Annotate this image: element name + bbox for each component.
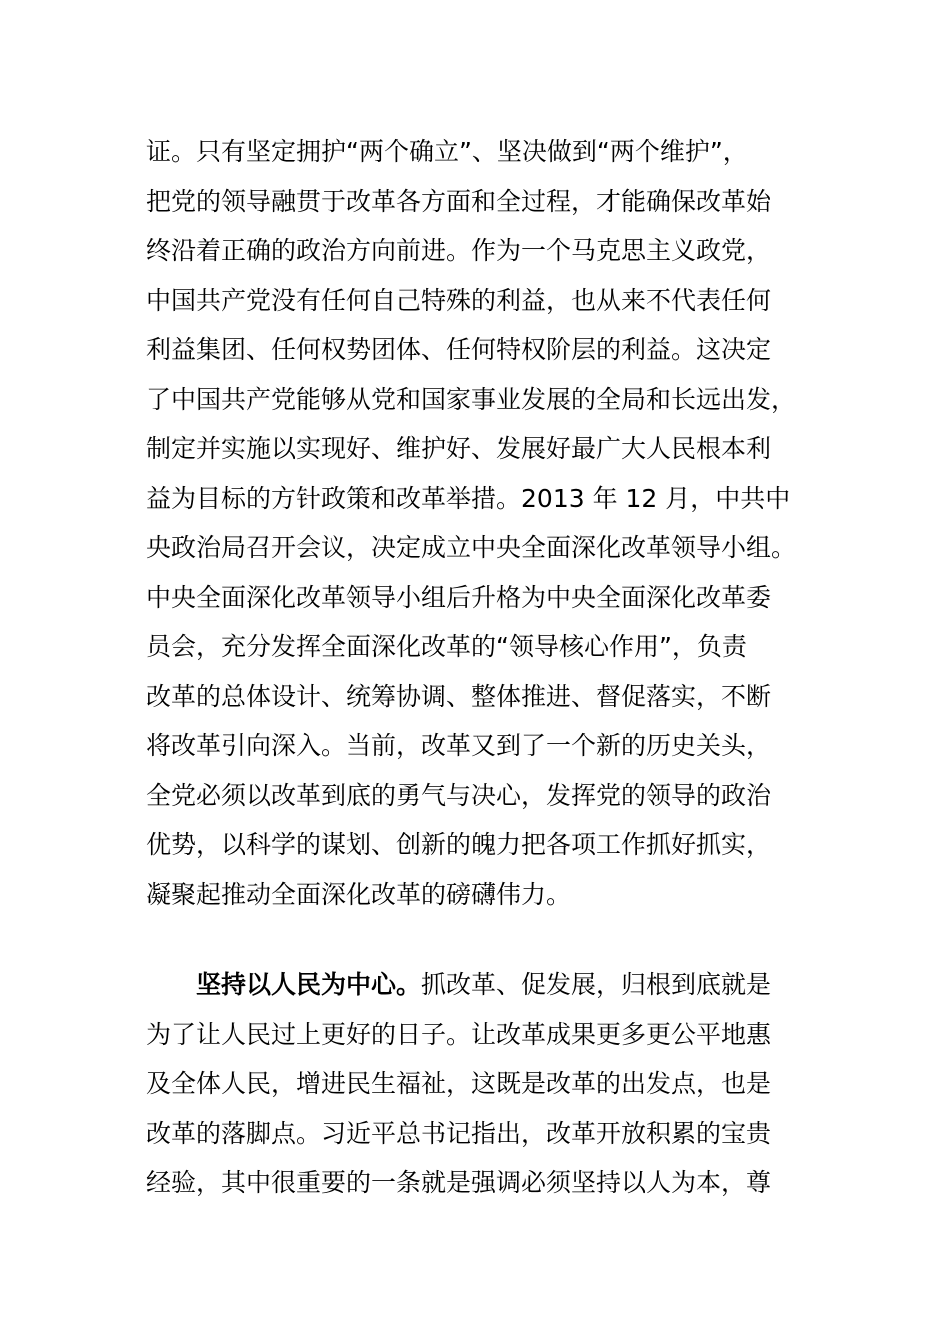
paragraph-line: 将改革引向深入。当前，改革又到了一个新的历史关头，: [146, 731, 772, 760]
paragraph-line: 员会，充分发挥全面深化改革的“领导核心作用”，负责: [146, 632, 747, 661]
paragraph-people-centered: [146, 960, 806, 1208]
paragraph-line: 利益集团、任何权势团体、任何特权阶层的利益。这决定: [146, 335, 772, 364]
paragraph-first-line: [146, 960, 806, 1010]
paragraph-party-leadership: [146, 127, 806, 919]
paragraph-line: 中央全面深化改革领导小组后升格为中央全面深化改革委: [146, 582, 772, 612]
paragraph-line: 及全体人民，增进民生福祉，这既是改革的出发点，也是: [146, 1069, 772, 1098]
paragraph-line: 央政治局召开会议，决定成立中央全面深化改革领导小组。: [146, 533, 797, 562]
paragraph-line: 证。只有坚定拥护“两个确立”、坚决做到“两个维护”，: [146, 137, 748, 166]
paragraph-line: 全党必须以改革到底的勇气与决心，发挥党的领导的政治: [146, 780, 772, 810]
first-line-text: 抓改革、促发展，归根到底就是: [421, 970, 772, 999]
section-heading: 坚持以人民为中心。: [196, 970, 422, 999]
paragraph-line: 了中国共产党能够从党和国家事业发展的全局和长远出发，: [146, 384, 797, 414]
paragraph-line: 制定并实施以实现好、维护好、发展好最广大人民根本利: [146, 434, 772, 463]
paragraph-line: 为了让人民过上更好的日子。让改革成果更多更公平地惠: [146, 1019, 772, 1049]
paragraph-line: 把党的领导融贯于改革各方面和全过程，才能确保改革始: [146, 186, 772, 216]
paragraph-line: 改革的总体设计、统筹协调、整体推进、督促落实，不断: [146, 681, 772, 711]
paragraph-line: 改革的落脚点。习近平总书记指出，改革开放积累的宝贵: [146, 1118, 772, 1148]
paragraph-line: 凝聚起推动全面深化改革的磅礴伟力。: [146, 879, 572, 909]
paragraph-line: 中国共产党没有任何自己特殊的利益，也从来不代表任何: [146, 285, 772, 315]
paragraph-line: 经验，其中很重要的一条就是强调必须坚持以人为本，尊: [146, 1168, 772, 1197]
paragraph-line: 益为目标的方针政策和改革举措。2013 年 12 月，中共中: [146, 483, 791, 513]
paragraph-line: 优势，以科学的谋划、创新的魄力把各项工作抓好抓实，: [146, 830, 772, 859]
paragraph-line: 终沿着正确的政治方向前进。作为一个马克思主义政党，: [146, 236, 772, 265]
